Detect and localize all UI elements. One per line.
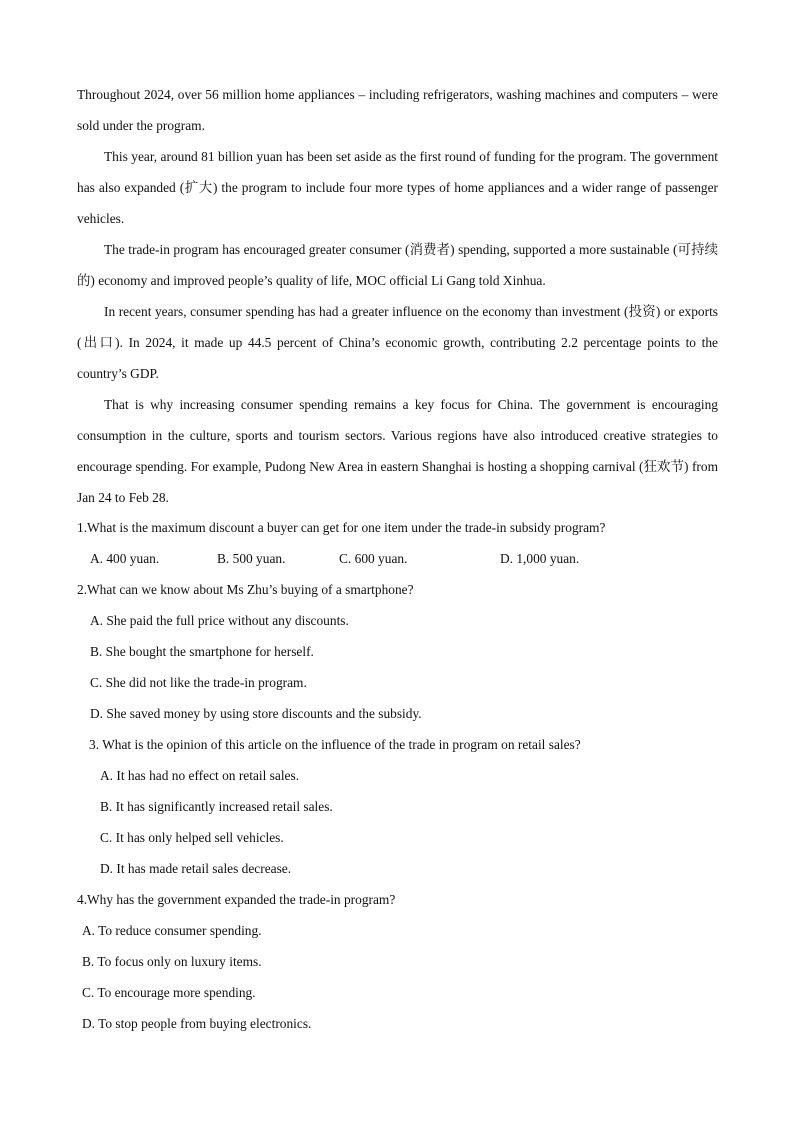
question-2-option-b[interactable]: B. She bought the smartphone for herself. xyxy=(90,644,314,659)
passage-paragraph-3: The trade-in program has encouraged greater consumer (消费者) spending, supported a more sustainable (可持续的) economy and improved people’s quality of life, MOC official Li Gang told Xinhua. xyxy=(77,242,718,288)
passage-paragraph-2: This year, around 81 billion yuan has been set aside as the first round of funding for the program. The government has also expanded (扩大) the program to include four more types of home appliances and a wider range of passenger vehicles. xyxy=(77,149,718,226)
question-1-options xyxy=(77,543,718,574)
question-2-option-d[interactable]: D. She saved money by using store discounts and the subsidy. xyxy=(90,706,422,721)
question-4-option-c[interactable]: C. To encourage more spending. xyxy=(82,985,256,1000)
question-3-option-d[interactable]: D. It has made retail sales decrease. xyxy=(100,861,292,876)
question-1-stem: 1.What is the maximum discount a buyer can get for one item under the trade-in subsidy program? xyxy=(77,520,606,535)
question-list xyxy=(77,512,718,1039)
question-2-option-a[interactable]: A. She paid the full price without any discounts. xyxy=(90,613,349,628)
question-4-option-d[interactable]: D. To stop people from buying electronics. xyxy=(82,1016,312,1031)
question-3-option-a[interactable]: A. It has had no effect on retail sales. xyxy=(100,768,300,783)
question-4-stem: 4.Why has the government expanded the trade-in program? xyxy=(77,892,396,907)
question-1-option-b[interactable]: B. 500 yuan. xyxy=(217,551,286,566)
question-2-option-c[interactable]: C. She did not like the trade-in program. xyxy=(90,675,307,690)
question-3-stem: 3. What is the opinion of this article on the influence of the trade in program on retail sales? xyxy=(89,737,581,752)
question-2-stem: 2.What can we know about Ms Zhu’s buying of a smartphone? xyxy=(77,582,414,597)
question-1-option-a[interactable]: A. 400 yuan. xyxy=(90,551,160,566)
question-4-option-b[interactable]: B. To focus only on luxury items. xyxy=(82,954,262,969)
question-3-option-b[interactable]: B. It has significantly increased retail sales. xyxy=(100,799,333,814)
passage-paragraph-4: In recent years, consumer spending has had a greater influence on the economy than investment (投资) or exports (出口). In 2024, it made up 44.5 percent of China’s economic growth, contributing 2.2 percentage points to the country’s GDP. xyxy=(77,304,718,381)
question-4-option-a[interactable]: A. To reduce consumer spending. xyxy=(82,923,262,938)
reading-passage xyxy=(77,79,718,513)
passage-paragraph-1: Throughout 2024, over 56 million home appliances – including refrigerators, washing machines and computers – were sold under the program. xyxy=(77,87,718,133)
question-3-option-c[interactable]: C. It has only helped sell vehicles. xyxy=(100,830,284,845)
question-1-option-c[interactable]: C. 600 yuan. xyxy=(339,551,408,566)
question-1-option-d[interactable]: D. 1,000 yuan. xyxy=(500,551,580,566)
passage-paragraph-5: That is why increasing consumer spending remains a key focus for China. The government is encouraging consumption in the culture, sports and tourism sectors. Various regions have also introduced creative strategies to encourage spending. For example, Pudong New Area in eastern Shanghai is hosting a shopping carnival (狂欢节) from Jan 24 to Feb 28. xyxy=(77,397,718,505)
